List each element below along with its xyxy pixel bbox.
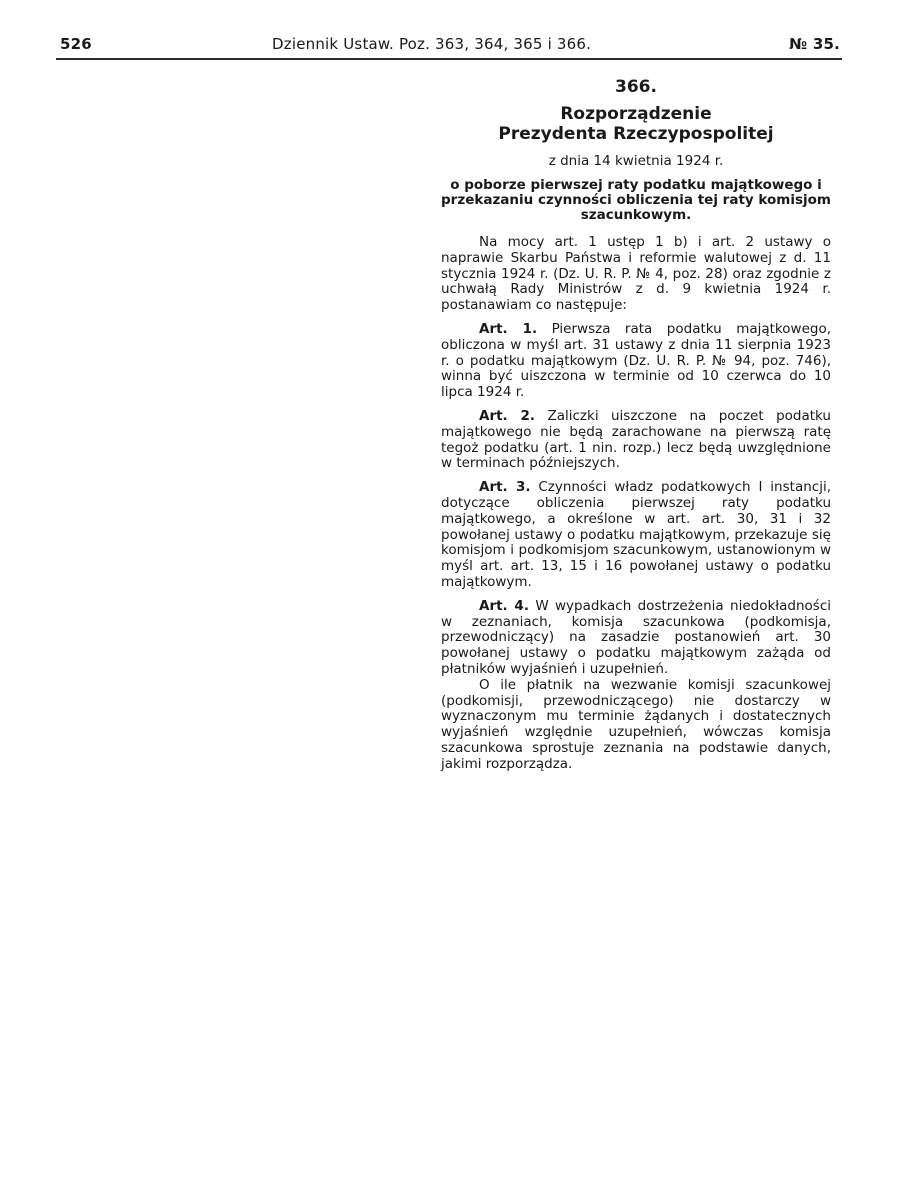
article-4 bbox=[441, 599, 831, 773]
article-label: Art. 1. bbox=[479, 320, 538, 337]
article-text: Czynności władz podatkowych I instancji, dotyczące obliczenia pierwszej raty podatku majątkowego, a określone w art. art. 30, 31 i 32 powołanej ustawy o podatku majątkowym, przekazuje się komisjom i podkomisjom szacunkowym, ustanowionym w myśl art. art. 13, 15 i 16 powołanej ustawy o podatku majątkowym. bbox=[441, 479, 831, 590]
article-3-paragraph bbox=[441, 480, 831, 591]
article-4-paragraph-2: O ile płatnik na wezwanie komisji szacunkowej (podkomisji, przewodniczącego) nie dostarczy w wyznaczonym mu terminie żądanych i dostatecznych wyjaśnień względnie uzupełnień, wówczas komisja szacunkowa sprostuje zeznania na podstawie danych, jakimi rozporządza. bbox=[441, 676, 831, 772]
document-subject: o poborze pierwszej raty podatku majątkowego i przekazaniu czynności obliczenia tej raty komisjom szacunkowym. bbox=[441, 177, 831, 223]
article-text: Zaliczki uiszczone na poczet podatku majątkowego nie będą zarachowane na pierwszą ratę tegoż podatku (art. 1 nin. rozp.) lecz będą uwzględnione w terminach późniejszych. bbox=[441, 407, 831, 472]
article-2-paragraph bbox=[441, 409, 831, 472]
running-title: Dziennik Ustaw. Poz. 363, 364, 365 i 366. bbox=[272, 35, 592, 53]
document-date: z dnia 14 kwietnia 1924 r. bbox=[548, 153, 724, 169]
document-title-line-1: Rozporządzenie bbox=[560, 104, 712, 124]
article-1-paragraph bbox=[441, 322, 831, 401]
article-label: Art. 4. bbox=[479, 597, 529, 614]
header-divider bbox=[56, 58, 842, 60]
position-number: 366. bbox=[615, 77, 657, 97]
document-column bbox=[441, 76, 831, 781]
page-header bbox=[60, 34, 840, 58]
article-text: Pierwsza rata podatku majątkowego, obliczona w myśl art. 31 ustawy z dnia 11 sierpnia 1923 r. o podatku majątkowym (Dz. U. R. P. № 94, poz. 746), winna być uiszczona w terminie od 10 czerwca do 10 lipca 1924 r. bbox=[441, 320, 831, 401]
issue-number: № 35. bbox=[789, 35, 840, 53]
article-1 bbox=[441, 322, 831, 401]
document-title-line-2: Prezydenta Rzeczypospolitej bbox=[498, 124, 774, 144]
article-2 bbox=[441, 409, 831, 472]
article-label: Art. 3. bbox=[479, 479, 531, 496]
article-3 bbox=[441, 480, 831, 591]
preamble: Na mocy art. 1 ustęp 1 b) i art. 2 ustawy o naprawie Skarbu Państwa i reformie walutowej z d. 11 stycznia 1924 r. (Dz. U. R. P. № 4, poz. 28) oraz zgodnie z uchwałą Rady Ministrów z d. 9 kwietnia 1924 r. postanawiam co następuje: bbox=[441, 234, 831, 314]
article-text: W wypadkach dostrzeżenia niedokładności w zeznaniach, komisja szacunkowa (podkomisja, przewodniczący) na zasadzie postanowień art. 30 powołanej ustawy o podatku majątkowym zażąda od płatników wyjaśnień i uzupełnień. bbox=[441, 597, 831, 677]
article-4-paragraph bbox=[441, 599, 831, 678]
page-number: 526 bbox=[60, 35, 92, 53]
article-label: Art. 2. bbox=[479, 407, 536, 424]
